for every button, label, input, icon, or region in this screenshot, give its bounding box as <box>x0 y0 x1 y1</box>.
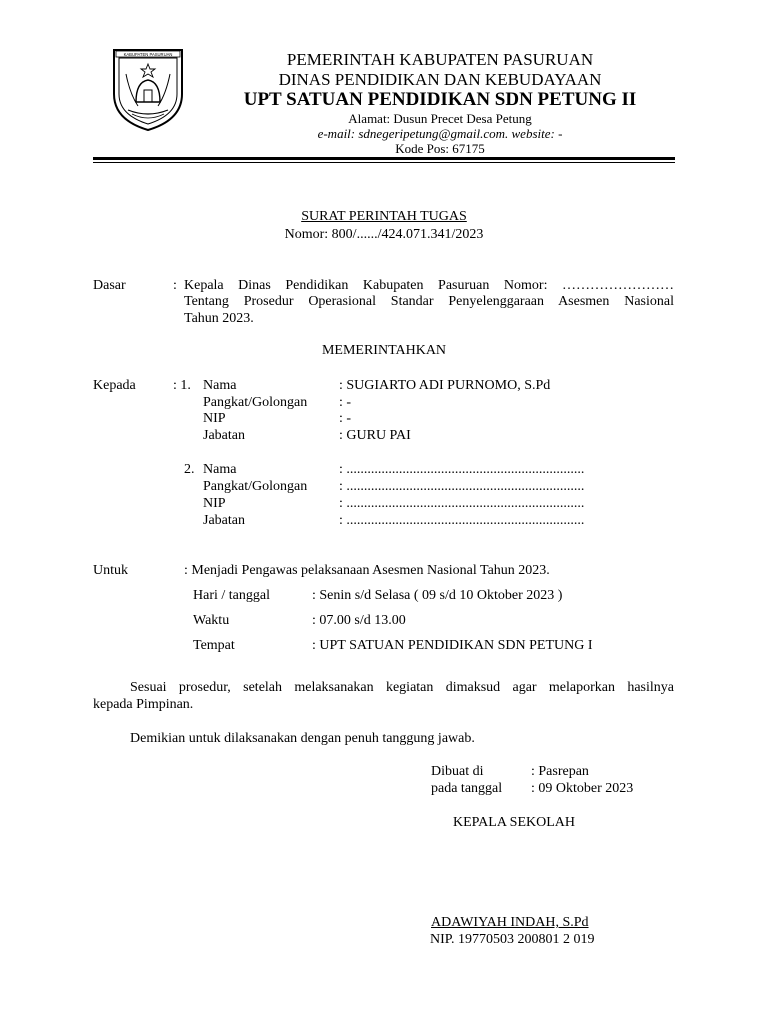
time-label: Waktu <box>193 613 230 628</box>
issued-at-label: Dibuat di <box>431 764 484 779</box>
person2-rank-label: Pangkat/Golongan <box>203 479 308 494</box>
kepada-number-2: 2. <box>184 462 195 477</box>
time-value: : 07.00 s/d 13.00 <box>312 613 406 628</box>
person1-position-label: Jabatan <box>203 428 245 443</box>
person2-nip-value: : .................................................................... <box>339 496 585 511</box>
dasar-line-2: Tentang Prosedur Operasional Standar Penyelenggaraan Asesmen Nasional <box>184 294 674 309</box>
closing-paragraph-line-1: Sesuai prosedur, setelah melaksanakan kegiatan dimaksud agar melaporkan hasilnya <box>130 680 674 695</box>
untuk-label: Untuk <box>93 563 128 578</box>
person1-position-value: : GURU PAI <box>339 428 411 443</box>
signatory-nip: NIP. 19770503 200801 2 019 <box>430 932 595 947</box>
person2-position-value: : .................................................................... <box>339 513 585 528</box>
person1-rank-value: : - <box>339 395 352 410</box>
person2-name-label: Nama <box>203 462 237 477</box>
closing-statement: Demikian untuk dilaksanakan dengan penuh tanggung jawab. <box>130 731 475 746</box>
dasar-label: Dasar <box>93 278 126 293</box>
person2-position-label: Jabatan <box>203 513 245 528</box>
person1-rank-label: Pangkat/Golongan <box>203 395 308 410</box>
header-email: e-mail: sdnegeripetung@gmail.com. website: - <box>317 126 563 141</box>
closing-paragraph-line-2: kepada Pimpinan. <box>93 697 194 712</box>
signatory-name: ADAWIYAH INDAH, S.Pd <box>431 915 589 930</box>
header-school-name: UPT SATUAN PENDIDIKAN SDN PETUNG II <box>243 89 637 110</box>
person1-nip-label: NIP <box>203 411 226 426</box>
letter-number: Nomor: 800/....../424.071.341/2023 <box>284 227 484 242</box>
dasar-colon: : <box>173 278 177 293</box>
header-rule-thick <box>93 157 675 160</box>
issued-date-label: pada tanggal <box>431 781 503 796</box>
issued-at-value: : Pasrepan <box>531 764 589 779</box>
person2-name-value: : .................................................................... <box>339 462 585 477</box>
day-date-label: Hari / tanggal <box>193 588 270 603</box>
person1-nip-value: : - <box>339 411 352 426</box>
person1-name-label: Nama <box>203 378 237 393</box>
dasar-line-3: Tahun 2023. <box>184 311 254 326</box>
day-date-value: : Senin s/d Selasa ( 09 s/d 10 Oktober 2023 ) <box>312 588 563 603</box>
header-address: Alamat: Dusun Precet Desa Petung <box>348 111 532 126</box>
untuk-text: : Menjadi Pengawas pelaksanaan Asesmen Nasional Tahun 2023. <box>184 563 550 578</box>
kepada-number-1: : 1. <box>173 378 191 393</box>
logo-text: KABUPATEN PASURUAN <box>123 52 173 57</box>
memerintahkan-heading: MEMERINTAHKAN <box>321 343 447 358</box>
place-label: Tempat <box>193 638 235 653</box>
place-value: : UPT SATUAN PENDIDIKAN SDN PETUNG I <box>312 638 593 653</box>
header-postal-code: Kode Pos: 67175 <box>395 141 485 156</box>
dasar-line-1: Kepala Dinas Pendidikan Kabupaten Pasuruan Nomor: …………………… <box>184 278 674 293</box>
person2-nip-label: NIP <box>203 496 226 511</box>
issued-date-value: : 09 Oktober 2023 <box>531 781 634 796</box>
person1-name-value: : SUGIARTO ADI PURNOMO, S.Pd <box>339 378 551 393</box>
signatory-position: KEPALA SEKOLAH <box>453 815 575 830</box>
header-government: PEMERINTAH KABUPATEN PASURUAN <box>286 50 594 69</box>
header-rule-thin <box>93 162 675 163</box>
letter-title: SURAT PERINTAH TUGAS <box>301 209 467 224</box>
kepada-label: Kepada <box>93 378 136 393</box>
person2-rank-value: : .................................................................... <box>339 479 585 494</box>
header-department: DINAS PENDIDIKAN DAN KEBUDAYAAN <box>278 70 602 89</box>
